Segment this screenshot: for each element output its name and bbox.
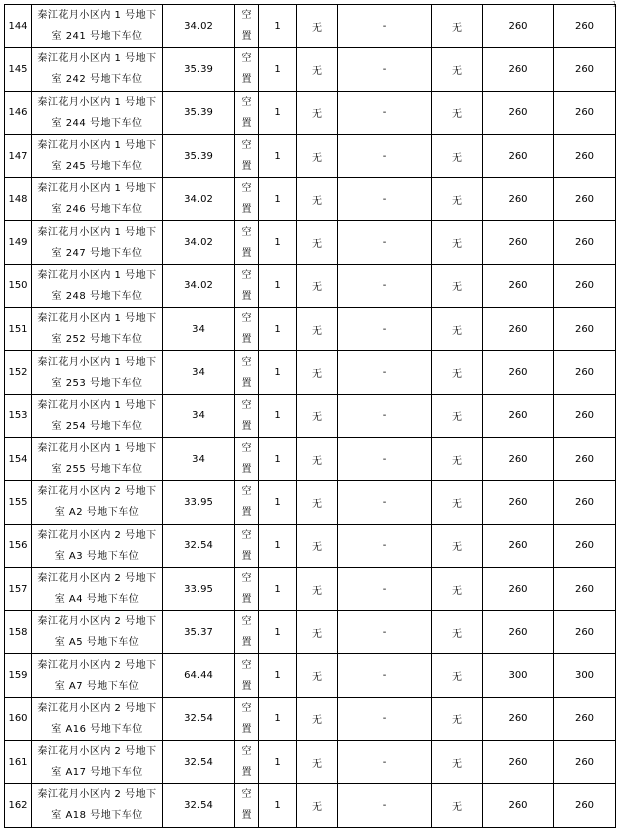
- status-char-1: 空: [241, 789, 252, 801]
- status-cell: [235, 567, 259, 610]
- price-cell-1: 260: [483, 524, 554, 567]
- status-char-2: 置: [241, 31, 252, 43]
- row-number: 145: [5, 48, 32, 91]
- price-cell-1: 260: [483, 178, 554, 221]
- area-cell: 32.54: [163, 784, 235, 827]
- status-char-1: 空: [241, 183, 252, 195]
- location-line-2: 室 A17 号地下车位: [51, 767, 143, 779]
- other-cell: 无: [432, 48, 483, 91]
- quantity-cell: 1: [259, 264, 297, 307]
- table-row: [5, 567, 616, 610]
- area-cell: 34.02: [163, 5, 235, 48]
- status-cell: [235, 437, 259, 480]
- price-cell-2: 260: [554, 611, 616, 654]
- location-line-2: 室 241 号地下车位: [51, 31, 143, 43]
- status-char-2: 置: [241, 810, 252, 822]
- encumbrance-cell: 无: [297, 308, 338, 351]
- price-cell-2: 260: [554, 351, 616, 394]
- row-number: 159: [5, 654, 32, 697]
- row-number: 158: [5, 611, 32, 654]
- location-cell: [32, 134, 163, 177]
- price-cell-2: 260: [554, 5, 616, 48]
- status-char-1: 空: [241, 313, 252, 325]
- other-cell: 无: [432, 351, 483, 394]
- row-number: 154: [5, 437, 32, 480]
- location-line-2: 室 244 号地下车位: [51, 117, 143, 129]
- location-cell: [32, 308, 163, 351]
- status-char-2: 置: [241, 161, 252, 173]
- status-cell: [235, 741, 259, 784]
- price-cell-2: 260: [554, 697, 616, 740]
- location-line-2: 室 A16 号地下车位: [51, 723, 143, 735]
- row-number: 153: [5, 394, 32, 437]
- area-cell: 32.54: [163, 524, 235, 567]
- dash-cell: -: [338, 697, 432, 740]
- location-line-2: 室 254 号地下车位: [51, 420, 143, 432]
- location-cell: [32, 264, 163, 307]
- encumbrance-cell: 无: [297, 784, 338, 827]
- area-cell: 35.39: [163, 134, 235, 177]
- other-cell: 无: [432, 91, 483, 134]
- quantity-cell: 1: [259, 394, 297, 437]
- area-cell: 35.39: [163, 91, 235, 134]
- price-cell-1: 260: [483, 394, 554, 437]
- location-cell: [32, 91, 163, 134]
- encumbrance-cell: 无: [297, 91, 338, 134]
- price-cell-1: 260: [483, 567, 554, 610]
- location-line-2: 室 248 号地下车位: [51, 290, 143, 302]
- location-line-2: 室 A2 号地下车位: [54, 507, 140, 519]
- quantity-cell: 1: [259, 134, 297, 177]
- location-line-1: 秦江花月小区内 1 号地下: [37, 356, 157, 368]
- table-row: [5, 5, 616, 48]
- area-cell: 34: [163, 308, 235, 351]
- quantity-cell: 1: [259, 437, 297, 480]
- status-char-2: 置: [241, 204, 252, 216]
- location-cell: [32, 221, 163, 264]
- dash-cell: -: [338, 134, 432, 177]
- dash-cell: -: [338, 611, 432, 654]
- status-char-1: 空: [241, 443, 252, 455]
- table-row: [5, 524, 616, 567]
- location-cell: [32, 48, 163, 91]
- quantity-cell: 1: [259, 5, 297, 48]
- table-row: [5, 697, 616, 740]
- other-cell: 无: [432, 481, 483, 524]
- status-char-2: 置: [241, 290, 252, 302]
- table-row: [5, 741, 616, 784]
- location-cell: [32, 5, 163, 48]
- quantity-cell: 1: [259, 741, 297, 784]
- location-line-2: 室 A18 号地下车位: [51, 810, 143, 822]
- quantity-cell: 1: [259, 654, 297, 697]
- area-cell: 34.02: [163, 264, 235, 307]
- status-cell: [235, 134, 259, 177]
- location-cell: [32, 481, 163, 524]
- dash-cell: -: [338, 567, 432, 610]
- encumbrance-cell: 无: [297, 394, 338, 437]
- price-cell-1: 260: [483, 481, 554, 524]
- price-cell-1: 260: [483, 308, 554, 351]
- price-cell-2: 260: [554, 524, 616, 567]
- status-char-1: 空: [241, 486, 252, 498]
- price-cell-1: 300: [483, 654, 554, 697]
- price-cell-1: 260: [483, 697, 554, 740]
- status-cell: [235, 654, 259, 697]
- row-number: 147: [5, 134, 32, 177]
- status-char-1: 空: [241, 702, 252, 714]
- location-line-1: 秦江花月小区内 1 号地下: [37, 226, 157, 238]
- row-number: 151: [5, 308, 32, 351]
- area-cell: 34: [163, 437, 235, 480]
- location-line-1: 秦江花月小区内 1 号地下: [37, 399, 157, 411]
- status-char-2: 置: [241, 334, 252, 346]
- status-char-1: 空: [241, 226, 252, 238]
- table-row: [5, 134, 616, 177]
- price-cell-2: 260: [554, 481, 616, 524]
- encumbrance-cell: 无: [297, 264, 338, 307]
- status-cell: [235, 91, 259, 134]
- status-char-1: 空: [241, 659, 252, 671]
- status-char-1: 空: [241, 269, 252, 281]
- price-cell-2: 260: [554, 264, 616, 307]
- quantity-cell: 1: [259, 48, 297, 91]
- status-cell: [235, 697, 259, 740]
- location-line-1: 秦江花月小区内 2 号地下: [37, 659, 157, 671]
- price-cell-2: 260: [554, 308, 616, 351]
- table-row: [5, 784, 616, 827]
- corner-mark: 1: [611, 0, 617, 9]
- location-line-2: 室 A4 号地下车位: [54, 594, 140, 605]
- row-number: 149: [5, 221, 32, 264]
- location-line-2: 室 245 号地下车位: [51, 161, 143, 173]
- status-cell: [235, 611, 259, 654]
- encumbrance-cell: 无: [297, 221, 338, 264]
- encumbrance-cell: 无: [297, 178, 338, 221]
- status-char-1: 空: [241, 573, 252, 584]
- status-cell: [235, 481, 259, 524]
- location-line-2: 室 A7 号地下车位: [54, 680, 140, 692]
- location-line-2: 室 252 号地下车位: [51, 334, 143, 346]
- other-cell: 无: [432, 567, 483, 610]
- area-cell: 34.02: [163, 178, 235, 221]
- location-line-1: 秦江花月小区内 2 号地下: [37, 789, 157, 801]
- encumbrance-cell: 无: [297, 567, 338, 610]
- status-char-2: 置: [241, 377, 252, 389]
- table-body: [5, 5, 616, 828]
- location-line-2: 室 A5 号地下车位: [54, 637, 140, 649]
- location-line-1: 秦江花月小区内 1 号地下: [37, 313, 157, 325]
- status-cell: [235, 308, 259, 351]
- status-char-2: 置: [241, 117, 252, 129]
- row-number: 157: [5, 567, 32, 610]
- status-char-1: 空: [241, 356, 252, 368]
- location-cell: [32, 784, 163, 827]
- location-cell: [32, 567, 163, 610]
- price-cell-1: 260: [483, 48, 554, 91]
- status-char-2: 置: [241, 74, 252, 86]
- status-char-1: 空: [241, 96, 252, 108]
- table-row: [5, 351, 616, 394]
- price-cell-2: 260: [554, 134, 616, 177]
- dash-cell: -: [338, 308, 432, 351]
- price-cell-1: 260: [483, 611, 554, 654]
- row-number: 144: [5, 5, 32, 48]
- quantity-cell: 1: [259, 308, 297, 351]
- status-char-2: 置: [241, 680, 252, 692]
- quantity-cell: 1: [259, 481, 297, 524]
- location-line-1: 秦江花月小区内 1 号地下: [37, 96, 157, 108]
- location-line-1: 秦江花月小区内 1 号地下: [37, 53, 157, 65]
- other-cell: 无: [432, 437, 483, 480]
- status-char-1: 空: [241, 140, 252, 152]
- location-line-1: 秦江花月小区内 2 号地下: [37, 616, 157, 628]
- table-row: [5, 308, 616, 351]
- status-cell: [235, 524, 259, 567]
- status-cell: [235, 351, 259, 394]
- price-cell-2: 260: [554, 567, 616, 610]
- dash-cell: -: [338, 654, 432, 697]
- price-cell-1: 260: [483, 264, 554, 307]
- status-cell: [235, 784, 259, 827]
- encumbrance-cell: 无: [297, 481, 338, 524]
- location-cell: [32, 524, 163, 567]
- price-cell-1: 260: [483, 5, 554, 48]
- area-cell: 33.95: [163, 567, 235, 610]
- price-cell-2: 260: [554, 437, 616, 480]
- other-cell: 无: [432, 611, 483, 654]
- price-cell-2: 260: [554, 741, 616, 784]
- price-cell-2: 260: [554, 178, 616, 221]
- table-row: [5, 481, 616, 524]
- status-char-2: 置: [241, 767, 252, 779]
- price-cell-2: 260: [554, 394, 616, 437]
- price-cell-2: 260: [554, 48, 616, 91]
- location-cell: [32, 611, 163, 654]
- quantity-cell: 1: [259, 91, 297, 134]
- location-line-2: 室 242 号地下车位: [51, 74, 143, 86]
- quantity-cell: 1: [259, 221, 297, 264]
- dash-cell: -: [338, 394, 432, 437]
- dash-cell: -: [338, 481, 432, 524]
- encumbrance-cell: 无: [297, 524, 338, 567]
- price-cell-1: 260: [483, 91, 554, 134]
- quantity-cell: 1: [259, 567, 297, 610]
- status-cell: [235, 221, 259, 264]
- dash-cell: -: [338, 91, 432, 134]
- table-row: [5, 611, 616, 654]
- row-number: 156: [5, 524, 32, 567]
- encumbrance-cell: 无: [297, 48, 338, 91]
- other-cell: 无: [432, 697, 483, 740]
- dash-cell: -: [338, 178, 432, 221]
- status-char-1: 空: [241, 529, 252, 541]
- area-cell: 34: [163, 394, 235, 437]
- other-cell: 无: [432, 5, 483, 48]
- area-cell: 32.54: [163, 741, 235, 784]
- status-char-2: 置: [241, 247, 252, 259]
- area-cell: 34.02: [163, 221, 235, 264]
- location-line-2: 室 A3 号地下车位: [54, 550, 140, 562]
- location-cell: [32, 697, 163, 740]
- location-line-1: 秦江花月小区内 2 号地下: [37, 486, 157, 498]
- other-cell: 无: [432, 178, 483, 221]
- location-cell: [32, 394, 163, 437]
- area-cell: 35.39: [163, 48, 235, 91]
- price-cell-1: 260: [483, 221, 554, 264]
- location-line-2: 室 255 号地下车位: [51, 464, 143, 476]
- table-row: [5, 654, 616, 697]
- other-cell: 无: [432, 524, 483, 567]
- location-line-1: 秦江花月小区内 1 号地下: [37, 183, 157, 195]
- other-cell: 无: [432, 221, 483, 264]
- row-number: 161: [5, 741, 32, 784]
- other-cell: 无: [432, 308, 483, 351]
- dash-cell: -: [338, 264, 432, 307]
- encumbrance-cell: 无: [297, 697, 338, 740]
- price-cell-2: 260: [554, 784, 616, 827]
- table-row: [5, 394, 616, 437]
- table-row: [5, 221, 616, 264]
- other-cell: 无: [432, 654, 483, 697]
- row-number: 162: [5, 784, 32, 827]
- status-cell: [235, 48, 259, 91]
- price-cell-1: 260: [483, 134, 554, 177]
- location-cell: [32, 178, 163, 221]
- table-row: [5, 437, 616, 480]
- encumbrance-cell: 无: [297, 741, 338, 784]
- location-cell: [32, 654, 163, 697]
- dash-cell: -: [338, 784, 432, 827]
- location-line-1: 秦江花月小区内 2 号地下: [37, 702, 157, 714]
- dash-cell: -: [338, 48, 432, 91]
- dash-cell: -: [338, 741, 432, 784]
- location-line-1: 秦江花月小区内 1 号地下: [37, 269, 157, 281]
- location-line-1: 秦江花月小区内 2 号地下: [37, 529, 157, 541]
- quantity-cell: 1: [259, 178, 297, 221]
- parking-space-table: [4, 4, 616, 828]
- encumbrance-cell: 无: [297, 654, 338, 697]
- dash-cell: -: [338, 437, 432, 480]
- price-cell-1: 260: [483, 351, 554, 394]
- location-cell: [32, 437, 163, 480]
- price-cell-2: 260: [554, 221, 616, 264]
- status-cell: [235, 394, 259, 437]
- status-char-1: 空: [241, 616, 252, 628]
- area-cell: 35.37: [163, 611, 235, 654]
- location-line-2: 室 247 号地下车位: [51, 247, 143, 259]
- row-number: 150: [5, 264, 32, 307]
- location-cell: [32, 351, 163, 394]
- status-char-1: 空: [241, 10, 252, 22]
- quantity-cell: 1: [259, 524, 297, 567]
- quantity-cell: 1: [259, 611, 297, 654]
- status-cell: [235, 264, 259, 307]
- row-number: 148: [5, 178, 32, 221]
- quantity-cell: 1: [259, 351, 297, 394]
- price-cell-1: 260: [483, 741, 554, 784]
- location-line-2: 室 246 号地下车位: [51, 204, 143, 216]
- dash-cell: -: [338, 351, 432, 394]
- other-cell: 无: [432, 394, 483, 437]
- quantity-cell: 1: [259, 784, 297, 827]
- location-line-1: 秦江花月小区内 1 号地下: [37, 10, 157, 22]
- status-char-2: 置: [241, 594, 252, 605]
- row-number: 146: [5, 91, 32, 134]
- quantity-cell: 1: [259, 697, 297, 740]
- location-line-1: 秦江花月小区内 2 号地下: [37, 573, 157, 584]
- status-char-1: 空: [241, 399, 252, 411]
- area-cell: 34: [163, 351, 235, 394]
- row-number: 152: [5, 351, 32, 394]
- area-cell: 64.44: [163, 654, 235, 697]
- location-line-2: 室 253 号地下车位: [51, 377, 143, 389]
- location-line-1: 秦江花月小区内 2 号地下: [37, 746, 157, 758]
- status-cell: [235, 5, 259, 48]
- encumbrance-cell: 无: [297, 5, 338, 48]
- other-cell: 无: [432, 264, 483, 307]
- table-row: [5, 264, 616, 307]
- status-cell: [235, 178, 259, 221]
- status-char-2: 置: [241, 550, 252, 562]
- row-number: 160: [5, 697, 32, 740]
- status-char-2: 置: [241, 507, 252, 519]
- status-char-2: 置: [241, 464, 252, 476]
- other-cell: 无: [432, 741, 483, 784]
- area-cell: 32.54: [163, 697, 235, 740]
- table-row: [5, 178, 616, 221]
- dash-cell: -: [338, 221, 432, 264]
- status-char-2: 置: [241, 723, 252, 735]
- status-char-1: 空: [241, 746, 252, 758]
- other-cell: 无: [432, 134, 483, 177]
- encumbrance-cell: 无: [297, 611, 338, 654]
- table-row: [5, 48, 616, 91]
- location-cell: [32, 741, 163, 784]
- price-cell-2: 260: [554, 91, 616, 134]
- encumbrance-cell: 无: [297, 134, 338, 177]
- encumbrance-cell: 无: [297, 437, 338, 480]
- encumbrance-cell: 无: [297, 351, 338, 394]
- other-cell: 无: [432, 784, 483, 827]
- status-char-2: 置: [241, 420, 252, 432]
- price-cell-1: 260: [483, 437, 554, 480]
- dash-cell: -: [338, 5, 432, 48]
- table-row: [5, 91, 616, 134]
- row-number: 155: [5, 481, 32, 524]
- price-cell-2: 300: [554, 654, 616, 697]
- location-line-1: 秦江花月小区内 1 号地下: [37, 443, 157, 455]
- status-char-1: 空: [241, 53, 252, 65]
- price-cell-1: 260: [483, 784, 554, 827]
- dash-cell: -: [338, 524, 432, 567]
- area-cell: 33.95: [163, 481, 235, 524]
- status-char-2: 置: [241, 637, 252, 649]
- location-line-1: 秦江花月小区内 1 号地下: [37, 140, 157, 152]
